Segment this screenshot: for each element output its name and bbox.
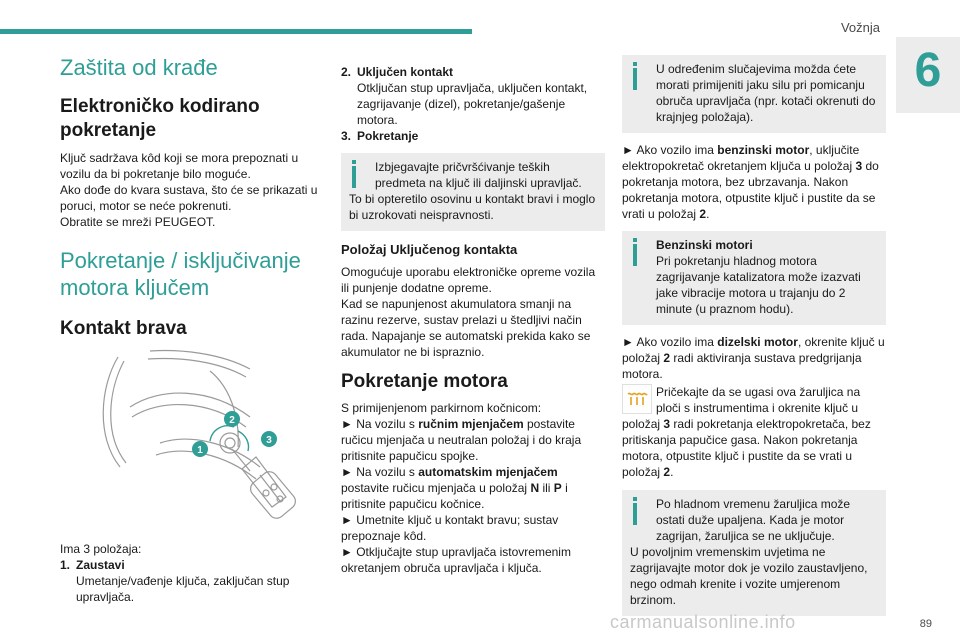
- unlock-steering-step: ► Otključajte stup upravljača istovremenim okretanjem obruča upravljača i ključa.: [341, 545, 571, 575]
- column-3: [622, 55, 886, 616]
- info-box-petrol-engines: [622, 231, 886, 325]
- info-petrol-text: Pri pokretanju hladnog motora zagrijavanje katalizatora može izazvati jake vibracije motora u trajanju do 2 minute (u praznom hodu).: [656, 254, 861, 316]
- petrol-engine-step: ► Ako vozilo ima benzinski motor, uključite elektropokretač okretanjem ključa u položaj 3 do pokretanja motora, bez ubrzavanja. Nakon pokretanja motora, otpustite ključ i pustite da se vrati u položaj 2.: [622, 143, 879, 221]
- item-2-title: Uključen kontakt: [357, 65, 454, 79]
- watermark: carmanualsonline.info: [610, 612, 796, 632]
- info-icon: [630, 62, 640, 90]
- info-icon: [630, 238, 640, 266]
- info-icon: [630, 497, 640, 525]
- heading-immobiliser: Elektroničko kodirano pokretanje: [60, 96, 260, 141]
- item-1-title: Zaustavi: [76, 558, 125, 572]
- section-title: Vožnja: [840, 20, 880, 35]
- item-3-title-line: [341, 128, 605, 144]
- header-accent-bar: [0, 29, 472, 34]
- info-key-weight-text-2: To bi opteretilo osovinu u kontakt bravi i moglo bi uzrokovati neispravnosti.: [349, 192, 596, 222]
- item-1-number: 1.: [60, 558, 71, 572]
- item-1-title-line: [60, 557, 322, 573]
- callout-2: 2: [229, 415, 235, 426]
- item-2-text: Otključan stup upravljača, uključen kontakt, zagrijavanje (dizel), pokretanje/gašenje motora.: [357, 81, 588, 127]
- heading-theft-protection: Zaštita od krađe: [60, 55, 218, 80]
- glow-plug-step: Pričekajte da se ugasi ova žaruljica na ploči s instrumentima i okrenite ključ u položaj 3 radi pokretanja elektropokretača, bez pritiskanja papučice gasa. Nakon pokretanja motora, otpustite ključ i pustite da se vrati u položaj 2.: [622, 385, 871, 479]
- page-number: 89: [919, 618, 932, 630]
- info-cold-weather-text-2: U povoljnim vremenskim uvjetima ne zagrijavajte motor dok je vozilo zaustavljeno, nego odmah krenite i vozite umjerenom brzinom.: [630, 545, 868, 607]
- ignition-illustration: [60, 347, 322, 527]
- info-box-key-weight: [341, 153, 605, 231]
- callout-3: 3: [266, 435, 272, 446]
- item-3-number: 3.: [341, 129, 352, 143]
- manual-gearbox-step: ► Na vozilu s ručnim mjenjačem postavite ručicu mjenjača u neutralan položaj i do kraja pritisnite papučicu spojke.: [341, 417, 582, 463]
- heading-ignition-switch: Kontakt brava: [60, 318, 187, 339]
- chapter-number: 6: [914, 44, 942, 97]
- info-box-steering-force: [622, 55, 886, 133]
- heading-on-position: Položaj Uključenog kontakta: [341, 242, 518, 257]
- info-key-weight-text-1: Izbjegavajte pričvršćivanje teških predmeta na ključ ili daljinski upravljač.: [375, 160, 582, 190]
- on-position-text-1: Omogućuje uporabu elektroničke opreme vozila ili punjenje dodatne opreme.: [341, 265, 596, 295]
- info-box-cold-weather: [622, 490, 886, 616]
- immobiliser-text-3: Obratite se mreži PEUGEOT.: [60, 215, 216, 229]
- item-2-number: 2.: [341, 65, 352, 79]
- heading-start-stop-key: Pokretanje / isključivanje motora ključem: [60, 248, 301, 300]
- chapter-tab: [896, 37, 960, 113]
- item-1-text: Umetanje/vađenje ključa, zaključan stup upravljača.: [76, 574, 290, 604]
- info-cold-weather-text-1: Po hladnom vremenu žaruljica može ostati duže upaljena. Kada je motor zagrijan, žaruljica se ne uključuje.: [656, 497, 851, 543]
- column-2: [341, 64, 605, 576]
- immobiliser-text-1: Ključ sadržava kôd koji se mora prepoznati u vozilu da bi pokretanje bilo moguće.: [60, 151, 299, 181]
- automatic-gearbox-step: ► Na vozilu s automatskim mjenjačem postavite ručicu mjenjača u položaj N ili P i pritisnite papučicu kočnice.: [341, 465, 568, 511]
- info-petrol-title: Benzinski motori: [656, 238, 753, 252]
- callout-1: 1: [197, 445, 203, 456]
- item-3-title: Pokretanje: [357, 129, 419, 143]
- diesel-engine-step: ► Ako vozilo ima dizelski motor, okrenite ključ u položaj 2 radi aktiviranja sustava predgrijanja motora.: [622, 335, 885, 381]
- info-icon: [349, 160, 359, 188]
- starting-intro: S primijenjenom parkirnom kočnicom:: [341, 401, 542, 415]
- info-steering-force-text: U određenim slučajevima možda ćete morati primijeniti jaku silu pri pomicanju obruča upravljača (npr. kotači okrenuti do krajnjeg položaja).: [656, 62, 876, 124]
- heading-starting-engine: Pokretanje motora: [341, 371, 508, 392]
- insert-key-step: ► Umetnite ključ u kontakt bravu; sustav prepoznaje kôd.: [341, 513, 559, 543]
- column-1: [60, 52, 322, 605]
- glow-plug-warning-icon: [622, 384, 652, 414]
- positions-intro: Ima 3 položaja:: [60, 542, 142, 556]
- item-2-title-line: [341, 64, 605, 80]
- on-position-text-2: Kad se napunjenost akumulatora smanji na razinu rezerve, sustav prelazi u štedljivi način rada. Napajanje se automatski prekida kako se akumulator ne bi ispraznio.: [341, 297, 591, 359]
- immobiliser-text-2: Ako dođe do kvara sustava, što će se prikazati u poruci, motor se neće pokrenuti.: [60, 183, 318, 213]
